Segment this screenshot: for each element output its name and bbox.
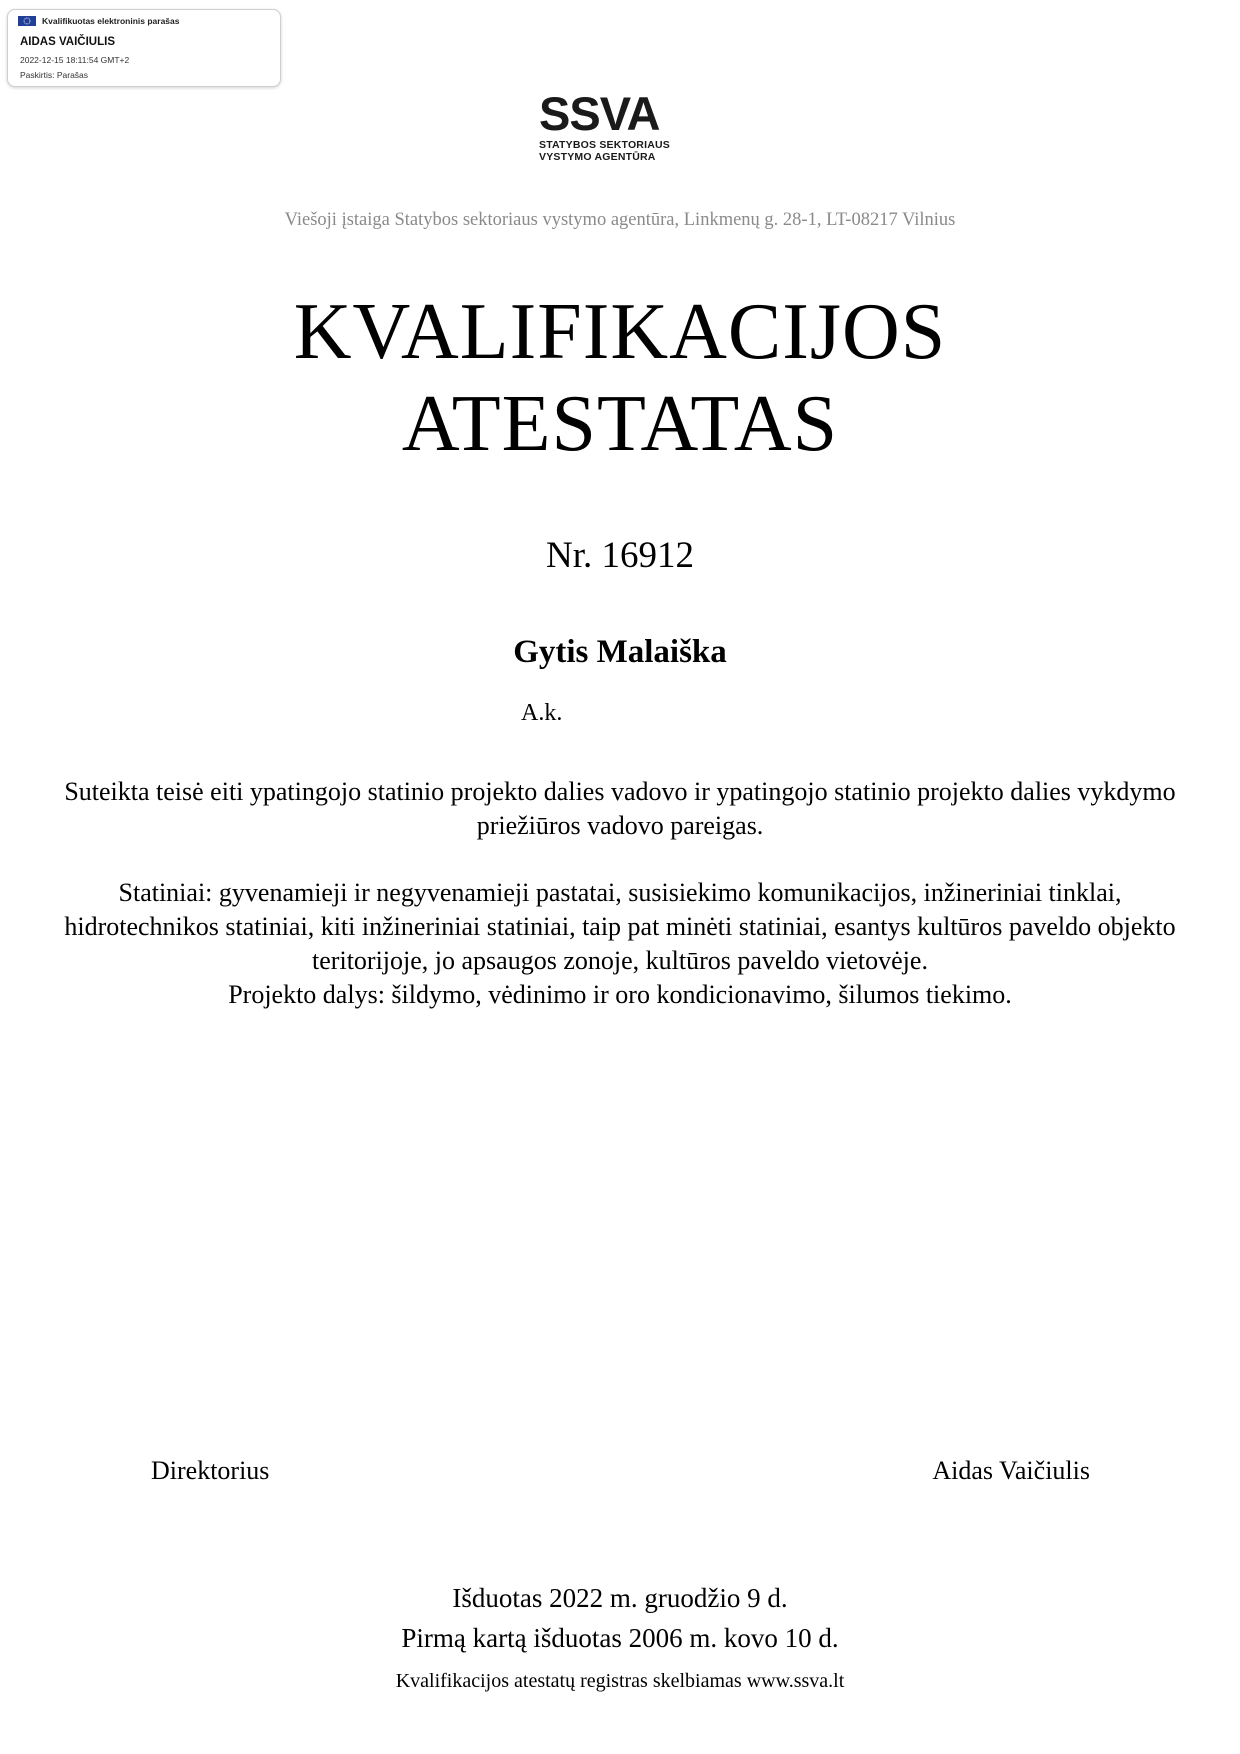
certificate-number: Nr. 16912 (546, 535, 694, 576)
ssva-logo-mark: SSVA (539, 87, 660, 140)
e-signature-timestamp: 2022-12-15 18:11:54 GMT+2 (20, 55, 130, 65)
register-note: Kvalifikacijos atestatų registras skelbiamas www.ssva.lt (395, 1670, 845, 1692)
scope-project-parts: Projekto dalys: šildymo, vėdinimo ir oro kondicionavimo, šilumos tiekimo. (228, 980, 1012, 1009)
scope-section (60, 876, 1180, 1012)
signatory-role: Direktorius (151, 1456, 270, 1485)
holder-personal-code-label: A.k. (521, 700, 563, 726)
ssva-logo-line2: VYSTYMO AGENTŪRA (539, 151, 656, 163)
e-signature-header (18, 16, 179, 26)
ssva-logo (539, 87, 670, 163)
document-title-line1: KVALIFIKACIJOS (293, 288, 947, 376)
holder-name: Gytis Malaiška (513, 634, 727, 670)
scope-structures: Statiniai: gyvenamieji ir negyvenamieji pastatai, susisiekimo komunikacijos, inžineriniai tinklai, hidrotechnikos statiniai, kiti inžineriniai statiniai, taip pat minėti statiniai, esantys kultūros paveldo objekto teritorijoje, jo apsaugos zonoje, kultūros paveldo vietovėje. (64, 878, 1176, 975)
e-signature-purpose: Paskirtis: Parašas (20, 70, 89, 80)
issued-date: Išduotas 2022 m. gruodžio 9 d. (452, 1583, 788, 1613)
document-title (0, 286, 1240, 470)
issue-dates (0, 1578, 1240, 1658)
granted-rights-text: Suteikta teisė eiti ypatingojo statinio projekto dalies vadovo ir ypatingojo statinio projekto dalies vykdymo priežiūros vadovo pareigas. (64, 777, 1176, 840)
first-issued-date: Pirmą kartą išduotas 2006 m. kovo 10 d. (401, 1623, 839, 1653)
e-signature-stamp (7, 9, 281, 87)
signatory-name: Aidas Vaičiulis (932, 1456, 1090, 1485)
document-title-line2: ATESTATAS (401, 380, 839, 468)
e-signature-signer: AIDAS VAIČIULIS (20, 36, 115, 48)
agency-address: Viešoji įstaiga Statybos sektoriaus vystymo agentūra, Linkmenų g. 28-1, LT-08217 Vilnius (284, 210, 956, 230)
eu-flag-icon (18, 16, 36, 26)
e-signature-header-text: Kvalifikuotas elektroninis parašas (42, 16, 180, 26)
ssva-logo-line1: STATYBOS SEKTORIAUS (539, 139, 670, 151)
